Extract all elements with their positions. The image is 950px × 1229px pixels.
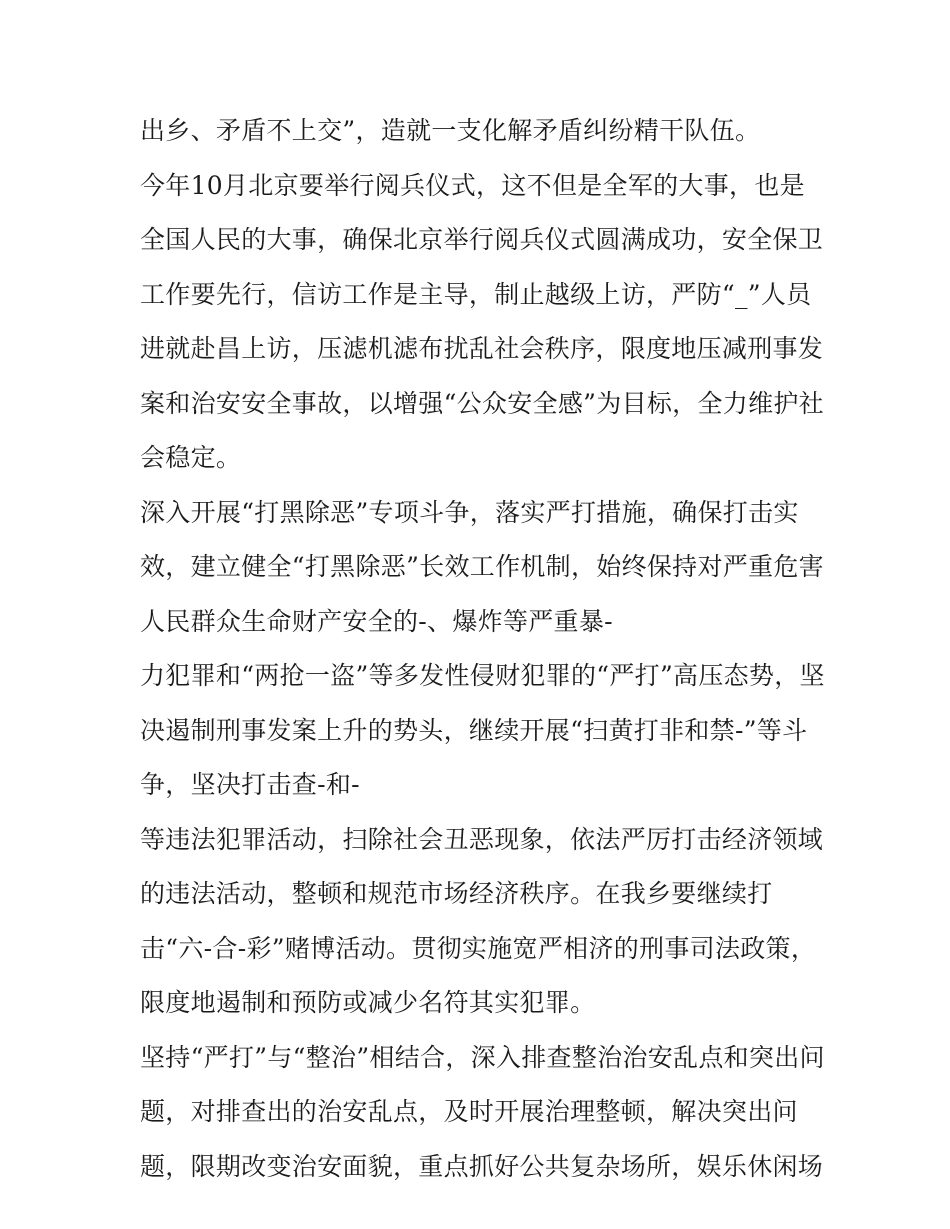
text-line: 限度地遏制和预防或减少名符其实犯罪。 (140, 988, 596, 1017)
text-line: 会稳定。 (140, 443, 242, 472)
text-line: 效，建立健全“打黑除恶”长效工作机制，始终保持对严重危害 (140, 552, 824, 581)
text-line: 进就赴昌上访，压滤机滤布扰乱社会秩序，限度地压减刑事发 (140, 334, 824, 363)
document-body (140, 104, 830, 1194)
text-line: 题，对排查出的治安乱点，及时开展治理整顿，解决突出问 (140, 1097, 798, 1126)
text-line: 决遏制刑事发案上升的势头，继续开展“扫黄打非和禁-”等斗 (140, 715, 808, 745)
text-line: 坚持“严打”与“整治”相结合，深入排查整治治安乱点和突出问 (140, 1042, 825, 1072)
text-line: 人民群众生命财产安全的-、爆炸等严重暴- (140, 606, 613, 636)
text-line: 等违法犯罪活动，扫除社会丑恶现象，依法严厉打击经济领域 (140, 824, 824, 854)
text-line: 击“六-合-彩”赌博活动。贯彻实施宽严相济的刑事司法政策， (140, 933, 817, 963)
text-line: 争，坚决打击查-和- (140, 770, 360, 799)
text-line: 出乡、矛盾不上交”，造就一支化解矛盾纠纷精干队伍。 (140, 116, 761, 145)
text-line: 全国人民的大事，确保北京举行阅兵仪式圆满成功，安全保卫 (140, 225, 824, 254)
text-line: 力犯罪和“两抢一盗”等多发性侵财犯罪的“严打”高压态势，坚 (140, 661, 825, 690)
text-line: 深入开展“打黑除恶”专项斗争，落实严打措施，确保打击实 (140, 497, 799, 527)
text-line: 工作要先行，信访工作是主导，制止越级上访，严防“_”人员 (140, 279, 812, 309)
text-line: 的违法活动，整顿和规范市场经济秩序。在我乡要继续打 (140, 879, 773, 908)
text-line: 今年10月北京要举行阅兵仪式，这不但是全军的大事，也是 (140, 170, 805, 200)
text-line: 题，限期改变治安面貌，重点抓好公共复杂场所，娱乐休闲场 (140, 1151, 824, 1181)
text-line: 案和治安安全事故，以增强“公众安全感”为目标，全力维护社 (140, 388, 824, 418)
